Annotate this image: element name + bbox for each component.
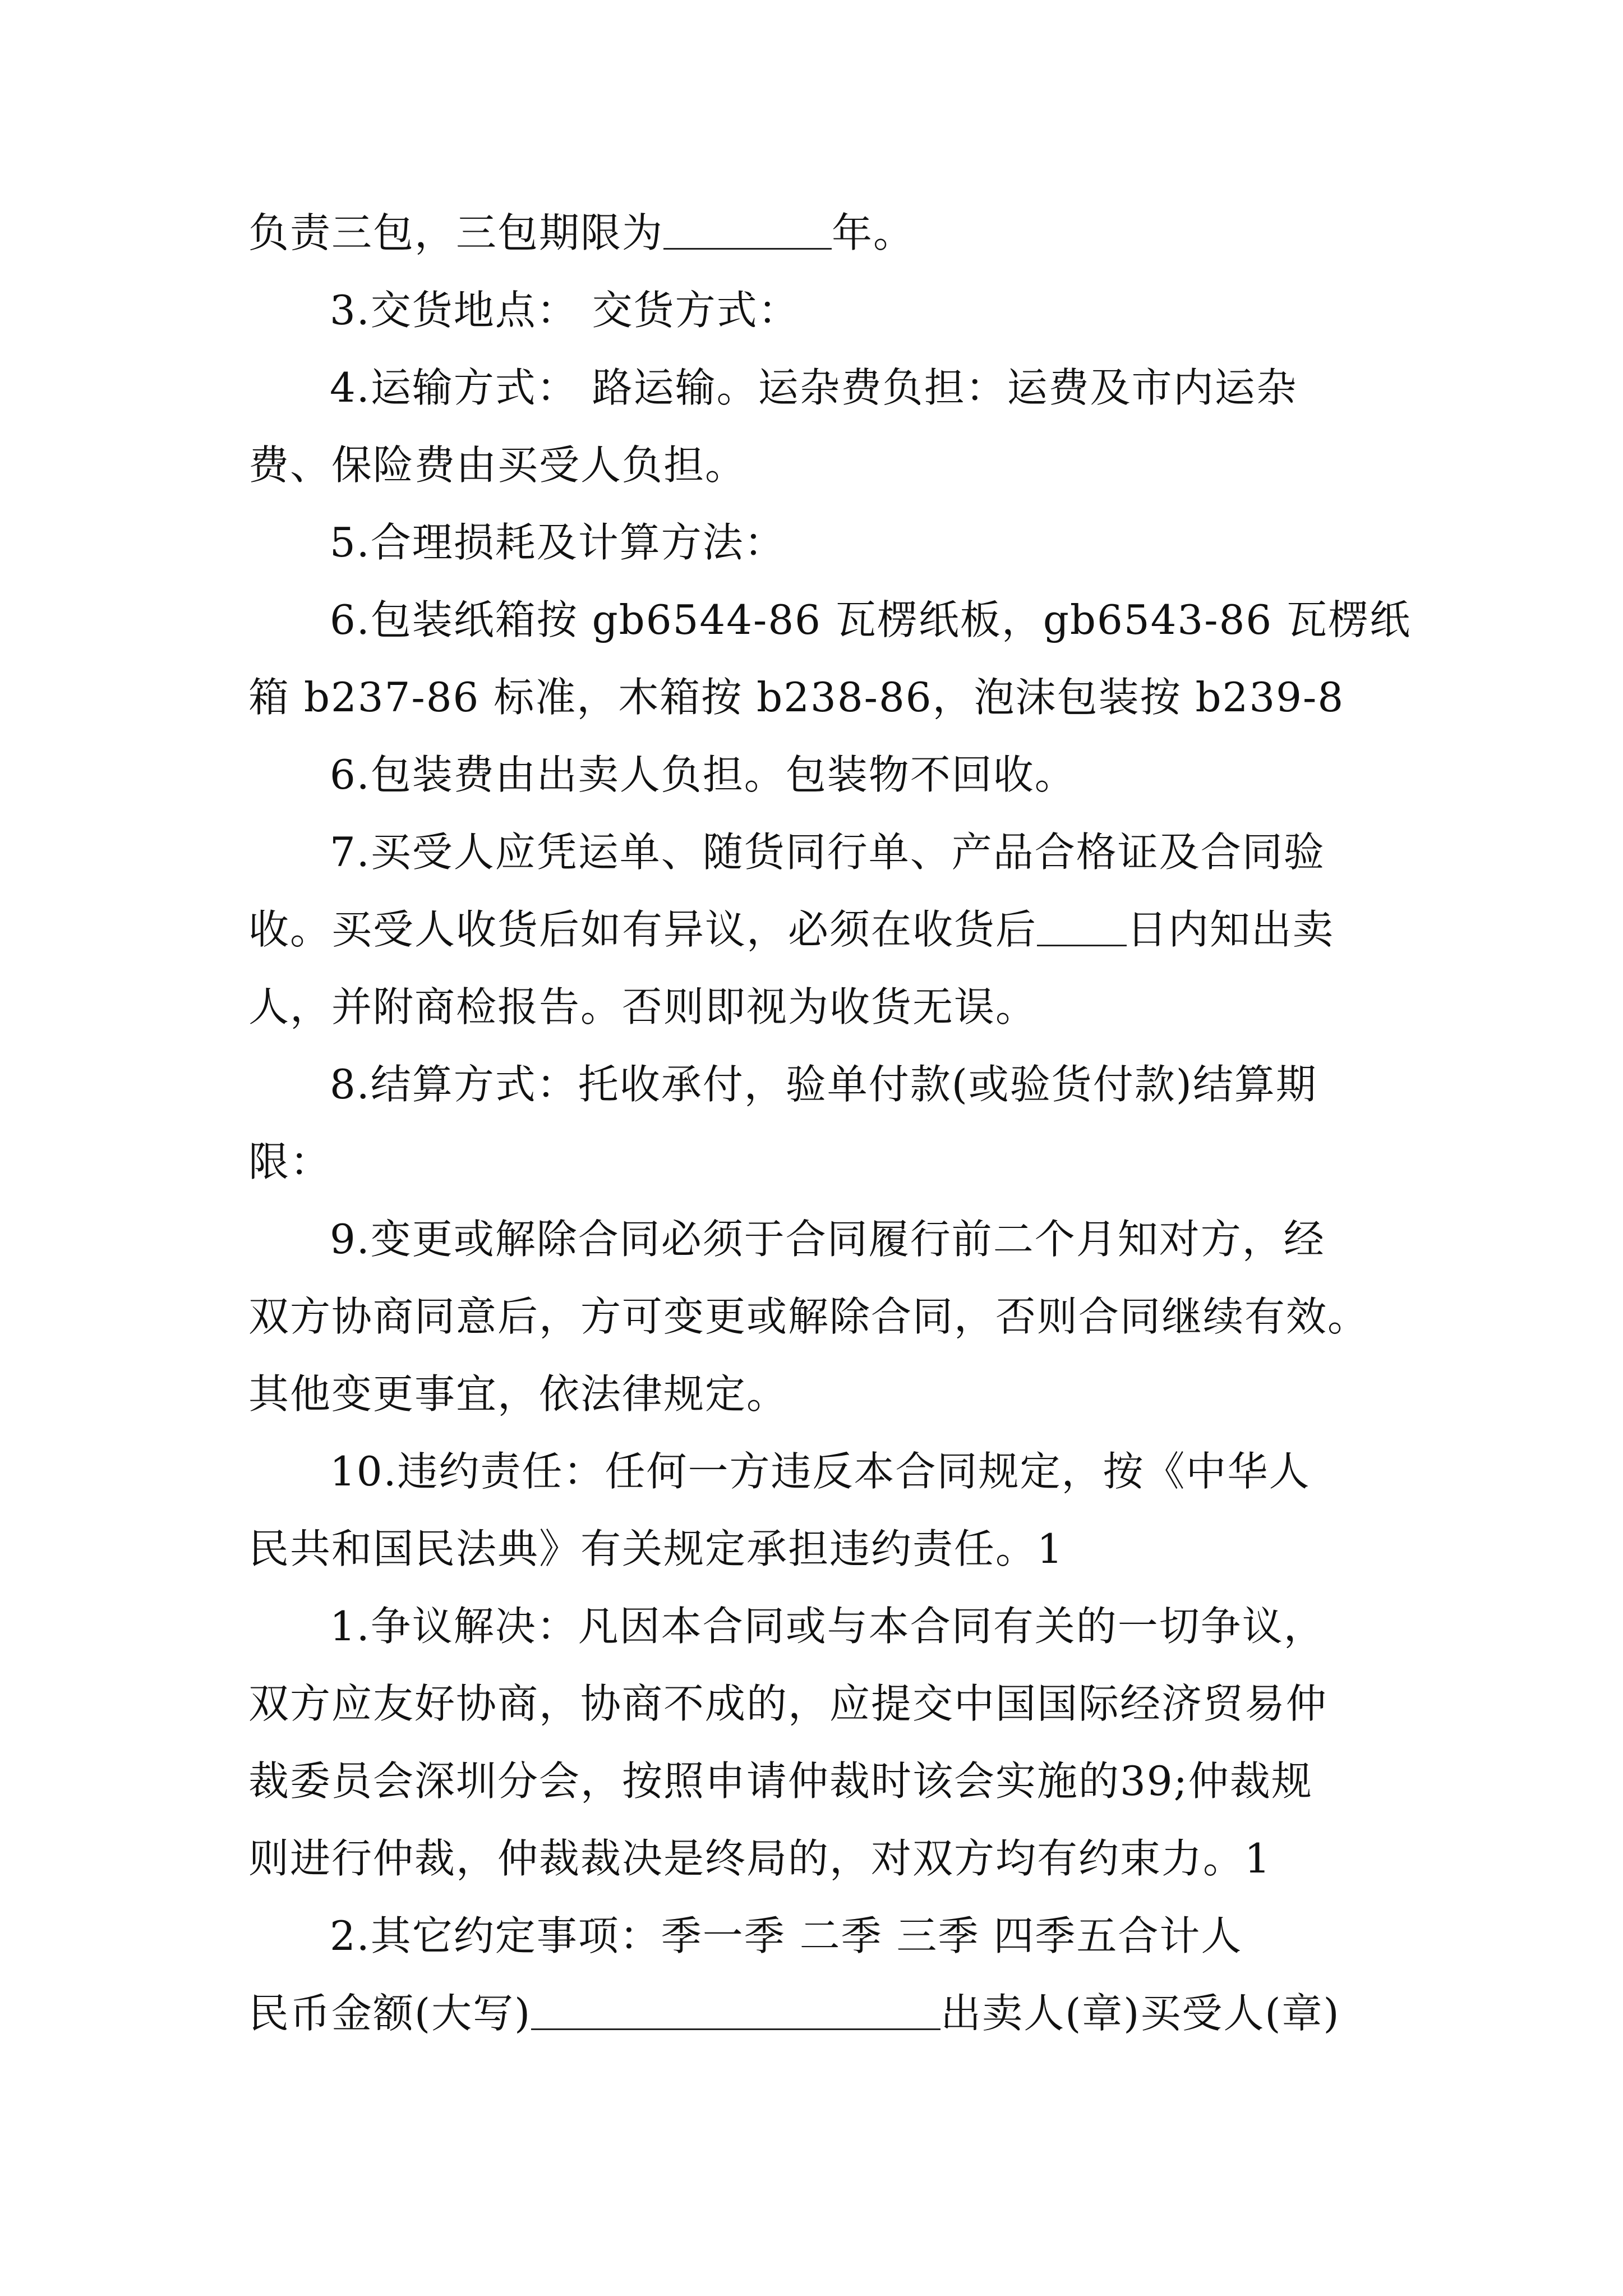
text-line: 裁委员会深圳分会，按照申请仲裁时该会实施的39;仲裁规 — [248, 1757, 1313, 1805]
text-line: 4.运输方式： 路运输。运杂费负担：运费及市内运杂 — [330, 364, 1298, 411]
text-segment: 年。 — [832, 209, 915, 256]
text-line — [248, 899, 1393, 960]
text-segment: 民币金额(大写) — [248, 1990, 532, 2037]
text-line: 民共和国民法典》有关规定承担违约责任。1 — [248, 1525, 1064, 1572]
text-line: 6.包装费由出卖人负担。包装物不回收。 — [330, 751, 1076, 798]
text-segment: 负责三包，三包期限为 — [248, 209, 664, 256]
text-line — [248, 1982, 1393, 2044]
fill-in-blank[interactable] — [531, 1982, 940, 2030]
text-line: 3.交货地点： 交货方式： — [330, 287, 800, 334]
fill-in-blank[interactable] — [1037, 899, 1127, 946]
text-line: 2.其它约定事项：季一季 二季 三季 四季五合计人 — [330, 1912, 1243, 1959]
text-line — [248, 202, 1393, 264]
fill-in-blank[interactable] — [663, 202, 832, 250]
text-line: 则进行仲裁，仲裁裁决是终局的，对双方均有约束力。1 — [248, 1835, 1271, 1882]
text-segment: 收。买受人收货后如有异议，必须在收货后 — [248, 906, 1038, 953]
text-line: 8.结算方式：托收承付，验单付款(或验货付款)结算期 — [330, 1061, 1317, 1108]
text-line: 9.变更或解除合同必须于合同履行前二个月知对方，经 — [330, 1216, 1325, 1263]
text-line: 7.买受人应凭运单、随货同行单、产品合格证及合同验 — [330, 829, 1325, 876]
text-line: 限： — [248, 1138, 332, 1185]
text-line: 6.包装纸箱按 gb6544-86 瓦楞纸板，gb6543-86 瓦楞纸 — [330, 596, 1412, 643]
text-segment: 出卖人(章)买受人(章) — [940, 1990, 1340, 2037]
text-line: 双方应友好协商，协商不成的，应提交中国国际经济贸易仲 — [248, 1680, 1328, 1727]
text-line: 双方协商同意后，方可变更或解除合同，否则合同继续有效。 — [248, 1293, 1370, 1340]
text-line: 1.争议解决：凡因本合同或与本合同有关的一切争议， — [330, 1603, 1325, 1650]
text-line: 箱 b237-86 标准，木箱按 b238-86，泡沫包装按 b239-8 — [248, 674, 1345, 721]
text-line: 其他变更事宜，依法律规定。 — [248, 1370, 789, 1418]
text-line: 费、保险费由买受人负担。 — [248, 441, 747, 489]
text-line: 人，并附商检报告。否则即视为收货无误。 — [248, 983, 1038, 1030]
text-line: 5.合理损耗及计算方法： — [330, 519, 786, 566]
text-line: 10.违约责任：任何一方违反本合同规定，按《中华人 — [330, 1448, 1311, 1495]
text-segment: 日内知出卖 — [1127, 906, 1335, 953]
